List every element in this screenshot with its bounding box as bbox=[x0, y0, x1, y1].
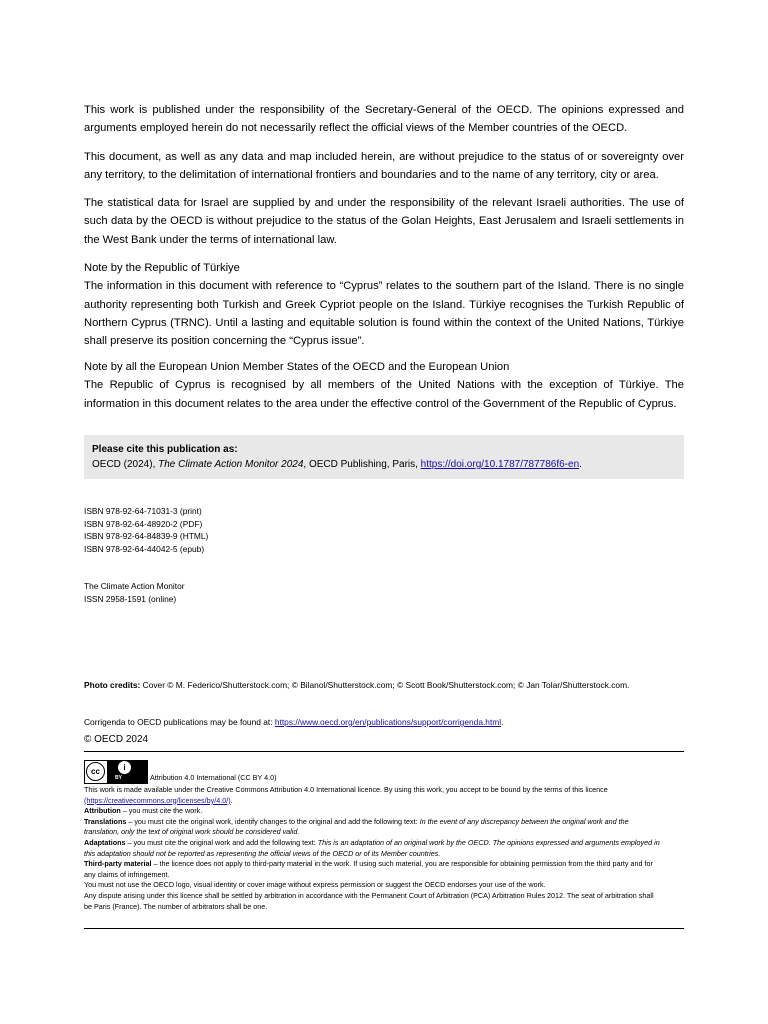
note-turkiye bbox=[84, 259, 684, 350]
translations-italic: In the event of any discrepancy between the original work and the bbox=[419, 816, 629, 826]
corrigenda-link[interactable]: https://www.oecd.org/en/publications/support/corrigenda.html bbox=[274, 717, 502, 727]
corrigenda-end: . bbox=[501, 717, 504, 727]
cc-by-text: BY bbox=[115, 775, 122, 781]
license-dispute: Any dispute arising under this licence shall be settled by arbitration in accordance with the Permanent Court of Arbitration (PCA) Arbitration Rules 2012. The seat of arbitration shall bbox=[84, 890, 654, 900]
license-translations bbox=[84, 817, 684, 828]
license-translations-cont bbox=[84, 827, 684, 838]
divider bbox=[84, 751, 684, 752]
note-title: Note by all the European Union Member States of the OECD and the European Union bbox=[84, 361, 510, 373]
photo-credits-text: Cover © M. Federico/Shutterstock.com; © Bilanol/Shutterstock.com; © Scott Book/Shutterstock.com; © Jan Tolar/Shutterstock.com. bbox=[140, 680, 630, 690]
series-info bbox=[84, 580, 185, 605]
license-dispute-cont: be Paris (France). The number of arbitrators shall be one. bbox=[84, 901, 268, 911]
isbn-pdf: ISBN 978-92-64-48920-2 (PDF) bbox=[84, 518, 203, 529]
license-attribution bbox=[84, 806, 684, 817]
license-link[interactable]: (https://creativecommons.org/licenses/by/4.0/) bbox=[84, 795, 231, 805]
corrigenda bbox=[84, 716, 503, 728]
copyright: © OECD 2024 bbox=[84, 734, 149, 745]
isbn-print: ISBN 978-92-64-71031-3 (print) bbox=[84, 506, 202, 516]
citation-text bbox=[92, 457, 582, 473]
divider-bottom bbox=[84, 928, 684, 929]
thirdparty-label: Third-party material bbox=[84, 859, 152, 869]
person-icon: i bbox=[117, 760, 132, 775]
license-intro: This work is made available under the Creative Commons Attribution 4.0 International licence. By using this work, you accept to be bound by the terms of this licence bbox=[84, 785, 608, 794]
citation-title: The Climate Action Monitor 2024 bbox=[158, 459, 304, 470]
license-thirdparty bbox=[84, 859, 684, 870]
translations-text: – you must cite the original work, identify changes to the original and add the following text: bbox=[126, 816, 420, 826]
series-issn: ISSN 2958-1591 (online) bbox=[84, 593, 177, 604]
license-logo-notice: You must not use the OECD logo, visual identity or cover image without express permission or suggest the OECD endorses your use of the work. bbox=[84, 880, 546, 890]
adaptations-label: Adaptations bbox=[84, 837, 126, 847]
license-adaptations bbox=[84, 838, 684, 849]
attribution-label: Attribution bbox=[84, 806, 121, 816]
isbn-epub: ISBN 978-92-64-44042-5 (epub) bbox=[84, 543, 205, 554]
translations-label: Translations bbox=[84, 816, 127, 826]
disclaimer-responsibility bbox=[84, 101, 684, 138]
doi-link[interactable]: https://doi.org/10.1787/787786f6-en bbox=[420, 459, 580, 470]
license-adaptations-cont bbox=[84, 849, 684, 860]
license-url-end: . bbox=[230, 795, 233, 805]
cc-badge-left bbox=[85, 761, 107, 783]
attribution-text: – you must cite the work. bbox=[120, 806, 203, 816]
translations-italic: translation, only the text of original work should be considered valid. bbox=[84, 827, 300, 837]
isbn-html: ISBN 978-92-64-84839-9 (HTML) bbox=[84, 531, 209, 542]
cc-by-badge bbox=[84, 760, 148, 784]
citation-label: Please cite this publication as: bbox=[92, 444, 238, 455]
license-text bbox=[84, 785, 684, 912]
adaptations-italic: This is an adaptation of an original work by the OECD. The opinions expressed and arguments employed in bbox=[317, 837, 660, 847]
adaptations-italic: this adaptation should not be reported as representing the official views of the OECD or of its Member countries. bbox=[84, 848, 441, 858]
adaptations-text: – you must cite the original work and add the following text: bbox=[125, 837, 318, 847]
isbn-list bbox=[84, 505, 208, 555]
citation-prefix: OECD (2024), bbox=[92, 459, 159, 470]
disclaimer-text: The statistical data for Israel are supplied by and under the responsibility of the relevant Israeli authorities. The use of such data by the OECD is without prejudice to the status of the Golan Heights, East Jerusalem and Israeli settlements in the West Bank under the terms of international law. bbox=[84, 197, 684, 246]
note-eu bbox=[84, 358, 684, 413]
license-url-line bbox=[84, 796, 684, 807]
cc-license-label: Attribution 4.0 International (CC BY 4.0) bbox=[150, 773, 277, 782]
photo-credits bbox=[84, 679, 629, 691]
photo-credits-label: Photo credits: bbox=[84, 680, 141, 690]
note-title: Note by the Republic of Türkiye bbox=[84, 262, 240, 274]
corrigenda-text: Corrigenda to OECD publications may be found at: bbox=[84, 717, 275, 727]
cc-icon: cc bbox=[86, 762, 105, 781]
disclaimer-text: This work is published under the responsibility of the Secretary-General of the OECD. The opinions expressed and arguments employed herein do not necessarily reflect the official views of the Member countries of the OECD. bbox=[84, 104, 684, 135]
citation-end: . bbox=[579, 459, 582, 470]
thirdparty-text-cont: any claims of infringement. bbox=[84, 869, 170, 879]
thirdparty-text: – the licence does not apply to third-party material in the work. If using such material, you are responsible for obtaining permission from the third party and for bbox=[151, 859, 653, 869]
disclaimer-text: This document, as well as any data and map included herein, are without prejudice to the status of or sovereignty over any territory, to the delimitation of international frontiers and boundaries and to the name of any territory, city or area. bbox=[84, 151, 684, 182]
citation-suffix: , OECD Publishing, Paris, bbox=[303, 459, 421, 470]
disclaimer-israel bbox=[84, 194, 684, 249]
disclaimer-territory bbox=[84, 148, 684, 185]
note-text: The information in this document with reference to “Cyprus” relates to the southern part of the Island. There is no single authority representing both Turkish and Greek Cypriot people on the Island. Türkiye recognises the Turkish Republic of Northern Cyprus (TRNC). Until a lasting and equitable solution is found within the context of the United Nations, Türkiye shall preserve its position concerning the “Cyprus issue”. bbox=[84, 280, 684, 348]
note-text: The Republic of Cyprus is recognised by all members of the United Nations with the exception of Türkiye. The information in this document relates to the area under the effective control of the Government of the Republic of Cyprus. bbox=[84, 379, 684, 410]
series-name: The Climate Action Monitor bbox=[84, 581, 185, 591]
citation-box bbox=[84, 435, 684, 479]
